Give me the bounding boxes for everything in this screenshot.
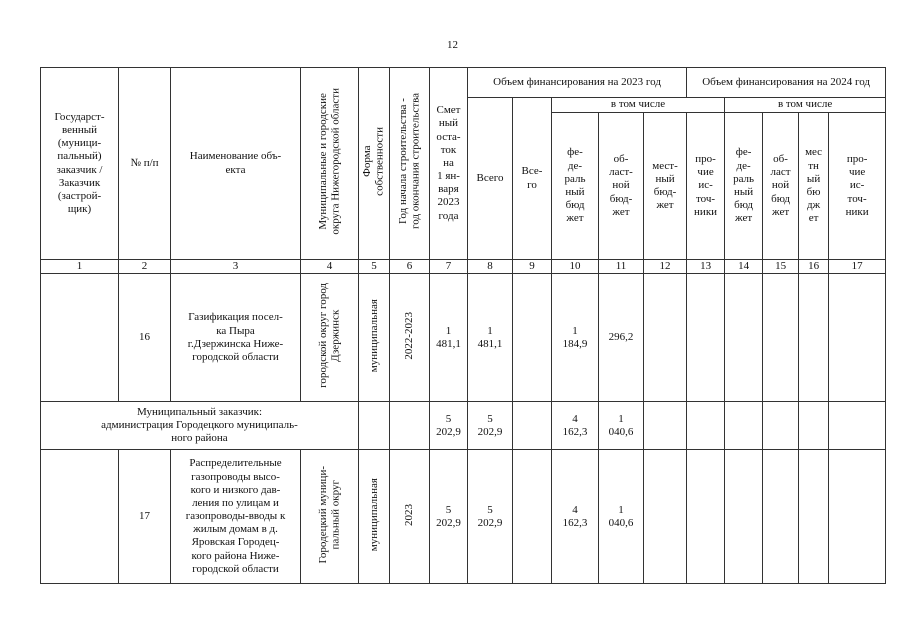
financing-table bbox=[40, 67, 886, 584]
cell-federal-2024 bbox=[725, 450, 763, 584]
cell-local-2023: 1 040,6 bbox=[599, 402, 644, 450]
header-fin-2024: Объем финансирования на 2024 год bbox=[687, 68, 886, 98]
column-number: 15 bbox=[763, 260, 799, 274]
cell-regional-2023: 4 162,3 bbox=[552, 450, 599, 584]
header-total-2023: Всего bbox=[468, 98, 513, 260]
cell-local-2024 bbox=[799, 274, 829, 402]
cell-other-2024 bbox=[829, 274, 886, 402]
cell-regional-2024 bbox=[763, 402, 799, 450]
cell-num: 17 bbox=[119, 450, 171, 584]
cell-regional-2023: 4 162,3 bbox=[552, 402, 599, 450]
column-number: 4 bbox=[301, 260, 359, 274]
column-number: 1 bbox=[41, 260, 119, 274]
cell-total-2023: 1 481,1 bbox=[468, 274, 513, 402]
cell-regional-2024 bbox=[763, 274, 799, 402]
column-number: 3 bbox=[171, 260, 301, 274]
cell-ownership: муниципальная bbox=[359, 450, 390, 584]
cell-federal-2024 bbox=[725, 274, 763, 402]
cell-other-2023 bbox=[644, 274, 687, 402]
header-local-2023: мест- ный бюд- жет bbox=[644, 113, 687, 260]
cell-local-2024 bbox=[799, 402, 829, 450]
customer-label: Муниципальный заказчик: администрация Городецкого муниципаль- ного района bbox=[41, 402, 359, 450]
column-number-row bbox=[41, 260, 886, 274]
header-customer: Государст- венный (муници- пальный) заказчик / Заказчик (застрой- щик) bbox=[41, 68, 119, 260]
column-number: 12 bbox=[644, 260, 687, 274]
cell-local-2024 bbox=[799, 450, 829, 584]
cell-customer bbox=[41, 450, 119, 584]
column-number: 11 bbox=[599, 260, 644, 274]
cell-federal-2023 bbox=[513, 274, 552, 402]
cell-other-2024 bbox=[829, 402, 886, 450]
cell-federal-2023 bbox=[513, 402, 552, 450]
column-number: 6 bbox=[390, 260, 430, 274]
table-row-16 bbox=[41, 274, 886, 402]
header-years: Год начала строительства - год окончания строительства bbox=[390, 68, 430, 260]
header-num: № п/п bbox=[119, 68, 171, 260]
cell-ownership: муниципальная bbox=[359, 274, 390, 402]
column-number: 13 bbox=[687, 260, 725, 274]
column-number: 5 bbox=[359, 260, 390, 274]
cell-ownership bbox=[359, 402, 390, 450]
cell-years bbox=[390, 402, 430, 450]
column-number: 14 bbox=[725, 260, 763, 274]
cell-total-2024 bbox=[687, 274, 725, 402]
header-object-name: Наименование объ- екта bbox=[171, 68, 301, 260]
header-total-2024: Все- го bbox=[513, 98, 552, 260]
header-fin-2023: Объем финансирования на 2023 год bbox=[468, 68, 687, 98]
cell-balance: 5 202,9 bbox=[430, 450, 468, 584]
cell-local-2023: 296,2 bbox=[599, 274, 644, 402]
cell-object-name: Распределительные газопроводы высо- кого и низкого дав- ления по улицам и газопроводы-вводы к жилым домам в д. Яровская Городец- кого района Ниже- городской области bbox=[171, 450, 301, 584]
table-row-17 bbox=[41, 450, 886, 584]
cell-local-2023: 1 040,6 bbox=[599, 450, 644, 584]
cell-federal-2024 bbox=[725, 402, 763, 450]
cell-total-2023: 5 202,9 bbox=[468, 402, 513, 450]
cell-years: 2023 bbox=[390, 450, 430, 584]
header-ownership: Форма собственности bbox=[359, 68, 390, 260]
header-balance: Смет ный оста- ток на 1 ян- варя 2023 года bbox=[430, 68, 468, 260]
cell-municipality: Городецкий муници- пальный округ bbox=[301, 450, 359, 584]
cell-balance: 1 481,1 bbox=[430, 274, 468, 402]
cell-regional-2023: 1 184,9 bbox=[552, 274, 599, 402]
header-regional-2023: об- ласт- ной бюд- жет bbox=[599, 113, 644, 260]
page-number: 12 bbox=[447, 39, 458, 51]
column-number: 16 bbox=[799, 260, 829, 274]
cell-federal-2023 bbox=[513, 450, 552, 584]
cell-other-2023 bbox=[644, 402, 687, 450]
cell-balance: 5 202,9 bbox=[430, 402, 468, 450]
cell-municipality: городской округ город Дзержинск bbox=[301, 274, 359, 402]
column-number: 17 bbox=[829, 260, 886, 274]
header-other-2023: про- чие ис- точ- ники bbox=[687, 113, 725, 260]
column-number: 2 bbox=[119, 260, 171, 274]
column-number: 7 bbox=[430, 260, 468, 274]
header-federal-2024: фе- де- раль ный бюд жет bbox=[725, 113, 763, 260]
header-federal-2023: фе- де- раль ный бюд жет bbox=[552, 113, 599, 260]
cell-object-name: Газификация посел- ка Пыра г.Дзержинска Ниже- городской области bbox=[171, 274, 301, 402]
cell-years: 2022-2023 bbox=[390, 274, 430, 402]
cell-num: 16 bbox=[119, 274, 171, 402]
header-local-2024: мес тн ый бю дж ет bbox=[799, 113, 829, 260]
column-number: 10 bbox=[552, 260, 599, 274]
customer-subtotal-row bbox=[41, 402, 886, 450]
cell-customer bbox=[41, 274, 119, 402]
header-other-2024: про- чие ис- точ- ники bbox=[829, 113, 886, 260]
cell-total-2023: 5 202,9 bbox=[468, 450, 513, 584]
column-number: 8 bbox=[468, 260, 513, 274]
cell-other-2023 bbox=[644, 450, 687, 584]
cell-total-2024 bbox=[687, 402, 725, 450]
cell-total-2024 bbox=[687, 450, 725, 584]
column-number: 9 bbox=[513, 260, 552, 274]
header-municipality: Муниципальные и городские округа Нижегородской области bbox=[301, 68, 359, 260]
header-incl-2024: в том числе bbox=[725, 98, 886, 113]
cell-other-2024 bbox=[829, 450, 886, 584]
cell-regional-2024 bbox=[763, 450, 799, 584]
header-regional-2024: об- ласт ной бюд жет bbox=[763, 113, 799, 260]
header-incl-2023: в том числе bbox=[552, 98, 725, 113]
